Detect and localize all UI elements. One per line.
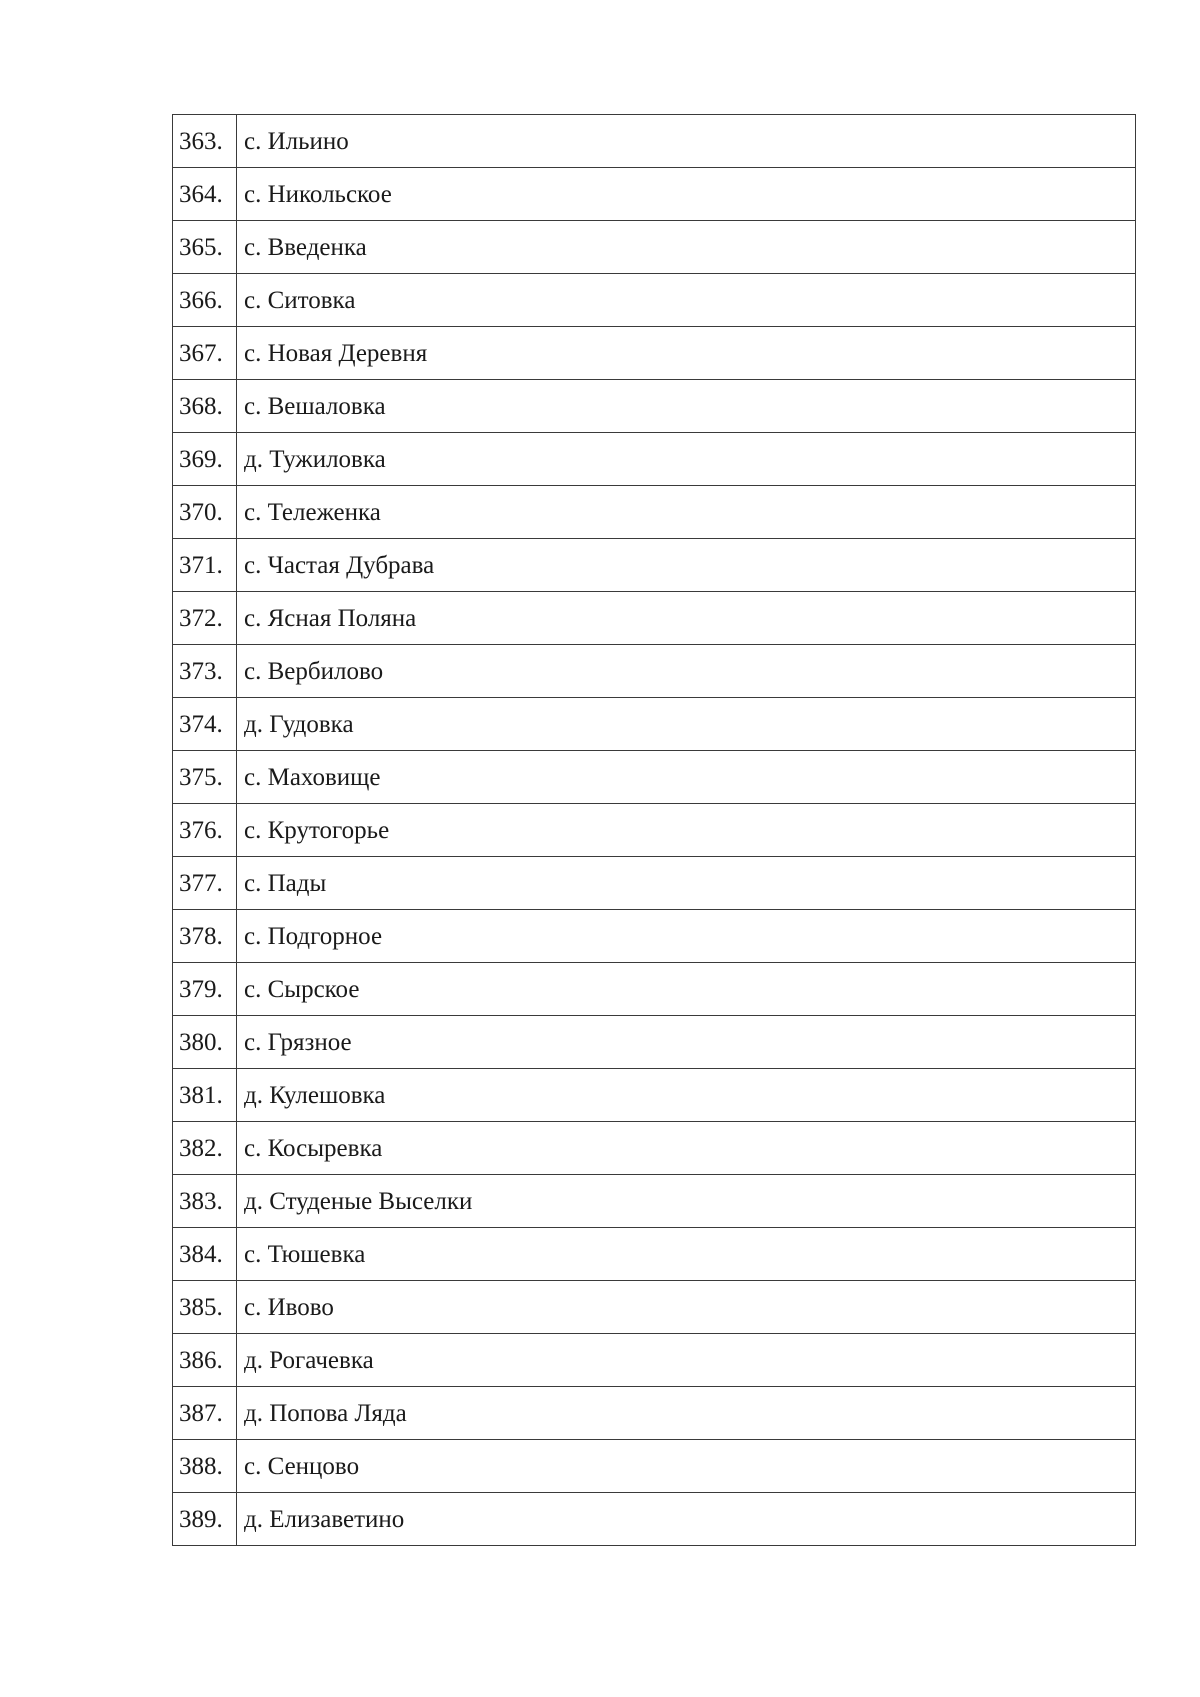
- row-number-cell: 366.: [173, 274, 237, 327]
- table-row: [173, 1016, 1136, 1069]
- settlement-name-cell: с. Вешаловка: [237, 380, 1136, 433]
- settlement-name-cell: с. Тележенка: [237, 486, 1136, 539]
- row-number-cell: 378.: [173, 910, 237, 963]
- settlement-name-cell: с. Вербилово: [237, 645, 1136, 698]
- row-number-cell: 382.: [173, 1122, 237, 1175]
- row-number-cell: 364.: [173, 168, 237, 221]
- settlement-name-cell: д. Студеные Выселки: [237, 1175, 1136, 1228]
- settlement-name-cell: с. Новая Деревня: [237, 327, 1136, 380]
- settlement-name-cell: с. Сенцово: [237, 1440, 1136, 1493]
- row-number-cell: 388.: [173, 1440, 237, 1493]
- table-row: [173, 539, 1136, 592]
- settlement-name-cell: с. Тюшевка: [237, 1228, 1136, 1281]
- table-row: [173, 645, 1136, 698]
- row-number-cell: 385.: [173, 1281, 237, 1334]
- settlement-name-cell: д. Гудовка: [237, 698, 1136, 751]
- settlement-name-cell: с. Грязное: [237, 1016, 1136, 1069]
- row-number-cell: 384.: [173, 1228, 237, 1281]
- settlement-name-cell: с. Частая Дубрава: [237, 539, 1136, 592]
- row-number-cell: 377.: [173, 857, 237, 910]
- settlement-name-cell: с. Ясная Поляна: [237, 592, 1136, 645]
- row-number-cell: 365.: [173, 221, 237, 274]
- row-number-cell: 368.: [173, 380, 237, 433]
- settlement-name-cell: д. Попова Ляда: [237, 1387, 1136, 1440]
- settlement-name-cell: с. Подгорное: [237, 910, 1136, 963]
- table-row: [173, 274, 1136, 327]
- settlement-name-cell: д. Елизаветино: [237, 1493, 1136, 1546]
- settlement-name-cell: с. Ситовка: [237, 274, 1136, 327]
- settlement-name-cell: д. Рогачевка: [237, 1334, 1136, 1387]
- row-number-cell: 367.: [173, 327, 237, 380]
- row-number-cell: 383.: [173, 1175, 237, 1228]
- table-row: [173, 433, 1136, 486]
- settlement-name-cell: с. Никольское: [237, 168, 1136, 221]
- row-number-cell: 369.: [173, 433, 237, 486]
- settlement-name-cell: с. Ивово: [237, 1281, 1136, 1334]
- table-row: [173, 592, 1136, 645]
- table-row: [173, 1493, 1136, 1546]
- table-row: [173, 327, 1136, 380]
- row-number-cell: 371.: [173, 539, 237, 592]
- table-row: [173, 963, 1136, 1016]
- table-row: [173, 1228, 1136, 1281]
- table-row: [173, 1334, 1136, 1387]
- settlement-name-cell: с. Пады: [237, 857, 1136, 910]
- settlements-table-body: [173, 115, 1136, 1546]
- settlements-table: [172, 114, 1136, 1546]
- row-number-cell: 380.: [173, 1016, 237, 1069]
- table-row: [173, 1281, 1136, 1334]
- table-row: [173, 380, 1136, 433]
- table-row: [173, 168, 1136, 221]
- settlement-name-cell: с. Введенка: [237, 221, 1136, 274]
- table-row: [173, 1175, 1136, 1228]
- row-number-cell: 389.: [173, 1493, 237, 1546]
- table-row: [173, 1387, 1136, 1440]
- row-number-cell: 370.: [173, 486, 237, 539]
- table-row: [173, 115, 1136, 168]
- table-row: [173, 486, 1136, 539]
- row-number-cell: 379.: [173, 963, 237, 1016]
- table-row: [173, 857, 1136, 910]
- row-number-cell: 386.: [173, 1334, 237, 1387]
- table-row: [173, 804, 1136, 857]
- table-row: [173, 698, 1136, 751]
- table-row: [173, 751, 1136, 804]
- settlement-name-cell: д. Кулешовка: [237, 1069, 1136, 1122]
- row-number-cell: 381.: [173, 1069, 237, 1122]
- settlement-name-cell: с. Ильино: [237, 115, 1136, 168]
- table-row: [173, 910, 1136, 963]
- table-row: [173, 1440, 1136, 1493]
- row-number-cell: 387.: [173, 1387, 237, 1440]
- settlement-name-cell: с. Сырское: [237, 963, 1136, 1016]
- settlement-name-cell: с. Крутогорье: [237, 804, 1136, 857]
- row-number-cell: 363.: [173, 115, 237, 168]
- settlement-name-cell: д. Тужиловка: [237, 433, 1136, 486]
- settlement-name-cell: с. Маховище: [237, 751, 1136, 804]
- settlement-name-cell: с. Косыревка: [237, 1122, 1136, 1175]
- row-number-cell: 376.: [173, 804, 237, 857]
- table-row: [173, 1069, 1136, 1122]
- table-row: [173, 1122, 1136, 1175]
- table-row: [173, 221, 1136, 274]
- row-number-cell: 372.: [173, 592, 237, 645]
- row-number-cell: 375.: [173, 751, 237, 804]
- row-number-cell: 374.: [173, 698, 237, 751]
- row-number-cell: 373.: [173, 645, 237, 698]
